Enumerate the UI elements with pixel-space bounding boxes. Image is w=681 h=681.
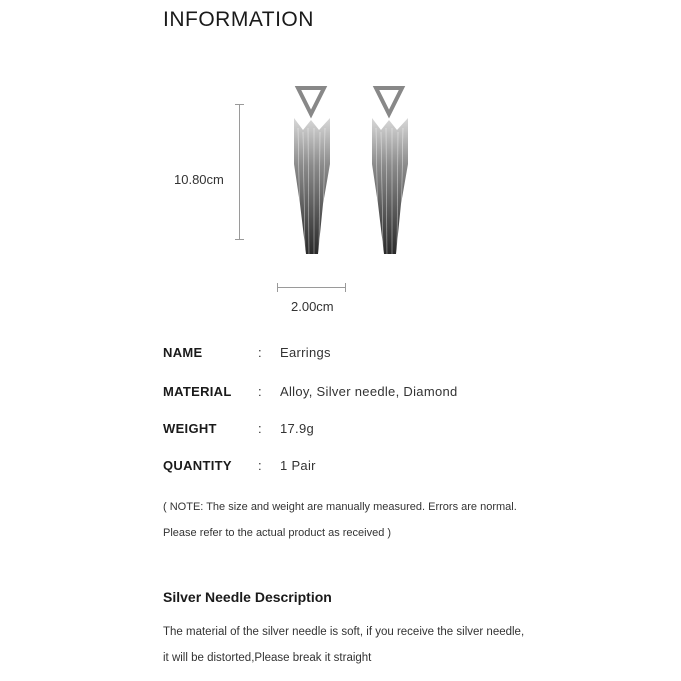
spec-colon: :: [258, 345, 262, 360]
note-line-1: ( NOTE: The size and weight are manually measured. Errors are normal.: [163, 501, 517, 513]
width-dimension-label: 2.00cm: [291, 299, 334, 314]
spec-key: MATERIAL: [163, 384, 232, 399]
right-earring-icon: [372, 88, 408, 259]
silver-needle-text-line-2: it will be distorted,Please break it straight: [163, 652, 372, 664]
spec-colon: :: [258, 421, 262, 436]
earrings-product-image: [278, 84, 428, 274]
silver-needle-text-line-1: The material of the silver needle is soft, if you receive the silver needle,: [163, 626, 525, 638]
width-dimension-line: [277, 287, 346, 288]
left-earring-icon: [294, 88, 330, 259]
spec-key: WEIGHT: [163, 421, 217, 436]
spec-value: 17.9g: [280, 421, 315, 436]
spec-colon: :: [258, 458, 262, 473]
height-dimension-line: [239, 104, 240, 240]
note-line-2: Please refer to the actual product as received ): [163, 527, 392, 539]
page-title: INFORMATION: [163, 8, 314, 31]
spec-colon: :: [258, 384, 262, 399]
silver-needle-heading: Silver Needle Description: [163, 589, 332, 605]
spec-value: 1 Pair: [280, 458, 316, 473]
spec-value: Earrings: [280, 345, 331, 360]
height-dimension-label: 10.80cm: [174, 172, 224, 187]
spec-value: Alloy, Silver needle, Diamond: [280, 384, 458, 399]
spec-key: NAME: [163, 345, 203, 360]
spec-key: QUANTITY: [163, 458, 232, 473]
